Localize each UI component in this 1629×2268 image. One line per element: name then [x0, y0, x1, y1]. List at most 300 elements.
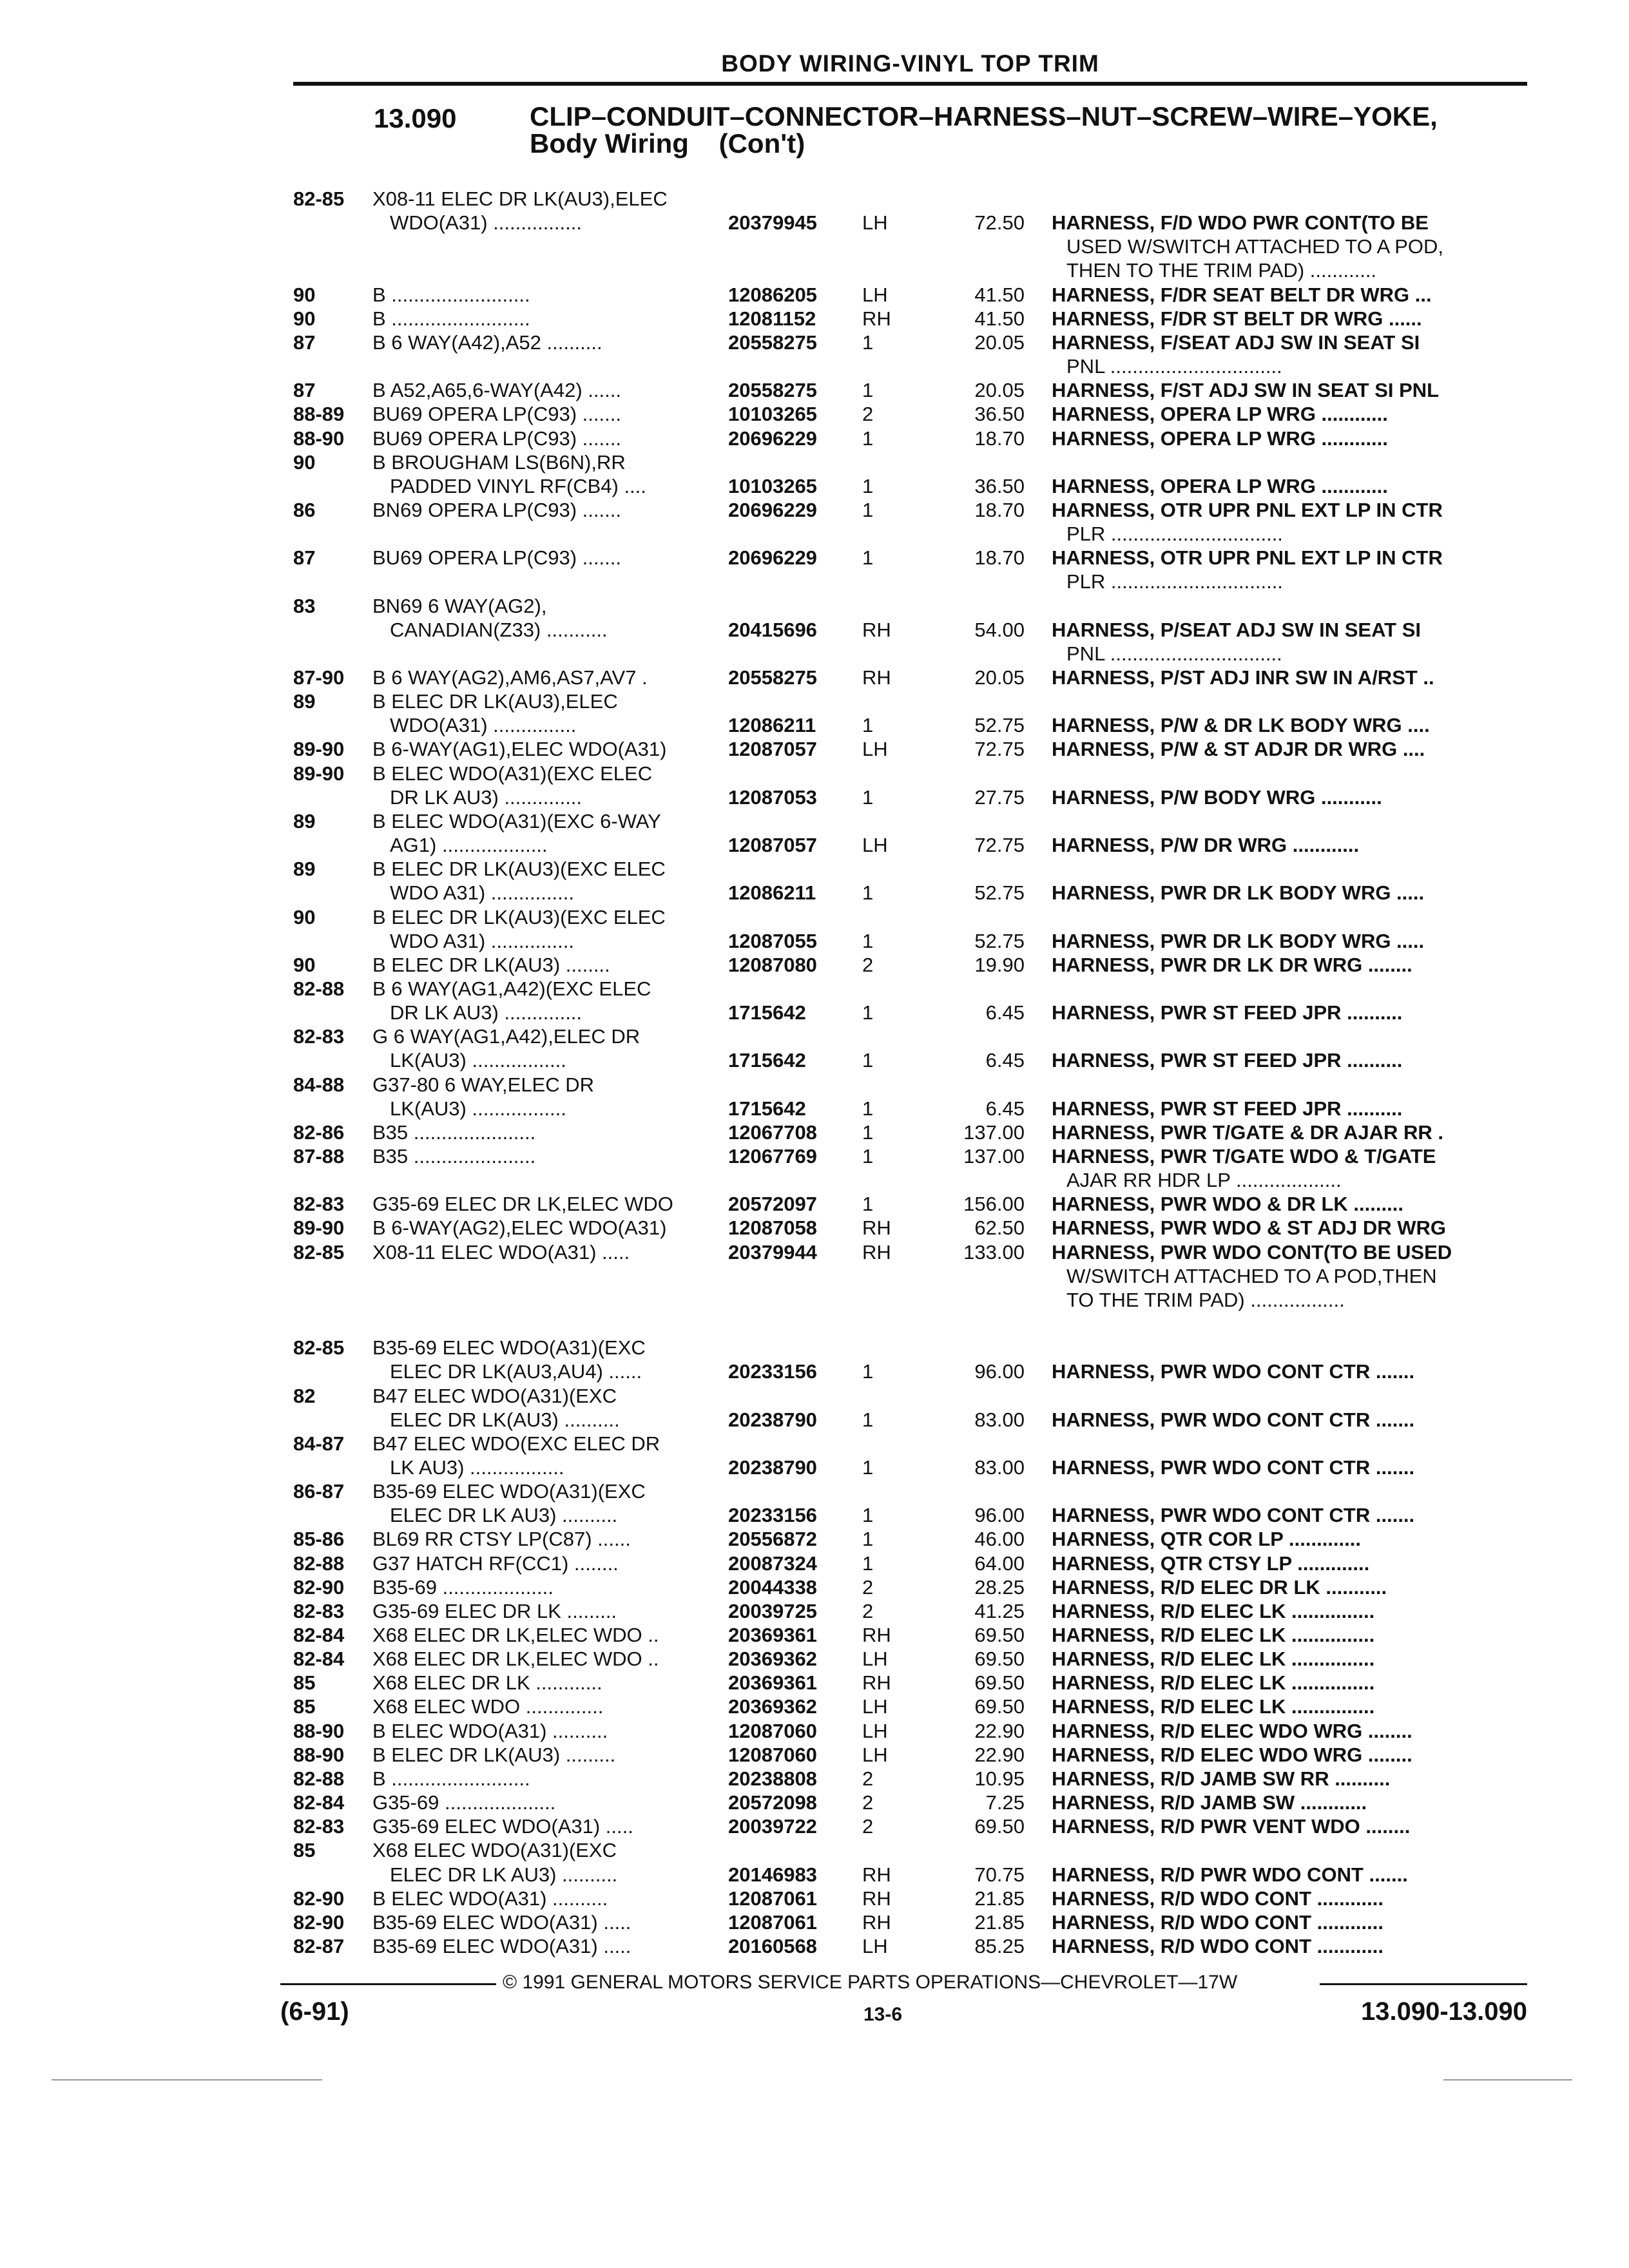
model-years: 88-90	[293, 427, 345, 450]
part-name: HARNESS, R/D ELEC WDO WRG ........	[1052, 1720, 1412, 1742]
price: 96.00	[974, 1504, 1025, 1526]
side-or-quantity: 1	[862, 1504, 874, 1526]
part-number: 20369362	[728, 1648, 817, 1670]
model-years: 90	[293, 906, 316, 928]
model-years: 82-87	[293, 1935, 345, 1957]
model-years: 82-84	[293, 1791, 345, 1814]
model-years: 82	[293, 1385, 316, 1407]
part-number: 20160568	[728, 1935, 817, 1957]
application-description: B 6 WAY(AG2),AM6,AS7,AV7 .	[372, 666, 648, 689]
part-number: 20233156	[728, 1504, 817, 1526]
side-or-quantity: 1	[862, 427, 874, 450]
application-description: B35 ......................	[372, 1121, 536, 1144]
part-name: HARNESS, R/D PWR VENT WDO ........	[1052, 1815, 1411, 1838]
price: 18.70	[974, 546, 1025, 569]
part-number: 12067769	[728, 1145, 817, 1168]
application-description: B35-69 ....................	[372, 1576, 554, 1599]
part-name: HARNESS, F/DR SEAT BELT DR WRG ...	[1052, 284, 1432, 306]
model-years: 87-88	[293, 1145, 345, 1168]
price: 21.85	[974, 1911, 1025, 1934]
part-number: 12087060	[728, 1720, 817, 1742]
part-name: HARNESS, QTR CTSY LP .............	[1052, 1552, 1370, 1575]
side-or-quantity: LH	[862, 211, 888, 234]
price: 83.00	[974, 1408, 1025, 1431]
part-name: PLR ...............................	[1066, 570, 1283, 593]
table-row	[0, 378, 1629, 402]
price: 6.45	[985, 1001, 1025, 1024]
application-description: PADDED VINYL RF(CB4) ....	[390, 475, 646, 497]
price: 27.75	[974, 786, 1025, 809]
part-name: PLR ...............................	[1066, 523, 1283, 545]
model-years: 89	[293, 810, 316, 832]
part-name: HARNESS, OPERA LP WRG ............	[1052, 403, 1388, 425]
price: 69.50	[974, 1624, 1025, 1646]
model-years: 87	[293, 546, 316, 569]
table-row	[0, 1192, 1629, 1216]
side-or-quantity: 1	[862, 499, 874, 521]
table-row	[0, 235, 1629, 258]
side-or-quantity: LH	[862, 284, 888, 306]
part-name: HARNESS, QTR COR LP .............	[1052, 1528, 1361, 1550]
application-description: G35-69 ....................	[372, 1791, 556, 1814]
part-name: HARNESS, R/D JAMB SW RR ..........	[1052, 1767, 1391, 1790]
application-description: G 6 WAY(AG1,A42),ELEC DR	[372, 1025, 641, 1048]
model-years: 82-83	[293, 1815, 345, 1838]
table-row	[0, 1695, 1629, 1718]
table-row	[0, 570, 1629, 593]
price: 28.25	[974, 1576, 1025, 1599]
application-description: B ELEC DR LK(AU3)(EXC ELEC	[372, 906, 666, 928]
part-number: 10103265	[728, 475, 817, 497]
application-description: X68 ELEC DR LK ............	[372, 1671, 602, 1694]
price: 156.00	[963, 1193, 1025, 1215]
side-or-quantity: 1	[862, 1097, 874, 1120]
side-or-quantity: 1	[862, 1121, 874, 1144]
model-years: 82-83	[293, 1600, 345, 1622]
table-row	[0, 1887, 1629, 1910]
application-description: B ELEC DR LK(AU3),ELEC	[372, 690, 618, 713]
part-number: 20572098	[728, 1791, 817, 1814]
part-name: HARNESS, P/W BODY WRG ...........	[1052, 786, 1382, 809]
table-row	[0, 689, 1629, 713]
part-name: HARNESS, PWR WDO CONT(TO BE USED	[1052, 1241, 1452, 1264]
price: 69.50	[974, 1648, 1025, 1670]
application-description: DR LK AU3) ..............	[390, 786, 583, 809]
application-description: DR LK AU3) ..............	[390, 1001, 583, 1024]
application-description: WDO(A31) ...............	[390, 714, 577, 736]
footer-page-number: 13-6	[863, 2004, 903, 2025]
application-description: ELEC DR LK AU3) ..........	[390, 1504, 618, 1526]
part-number: 12087053	[728, 786, 817, 809]
side-or-quantity: LH	[862, 1935, 888, 1957]
part-number: 20233156	[728, 1360, 817, 1383]
application-description: B .........................	[372, 284, 530, 306]
part-number: 20039725	[728, 1600, 817, 1622]
side-or-quantity: RH	[862, 666, 891, 689]
part-name: HARNESS, PWR T/GATE WDO & T/GATE	[1052, 1145, 1436, 1168]
application-description: BU69 OPERA LP(C93) .......	[372, 546, 621, 569]
model-years: 88-90	[293, 1744, 345, 1766]
model-years: 89-90	[293, 738, 345, 760]
side-or-quantity: RH	[862, 1887, 891, 1910]
part-number: 20696229	[728, 427, 817, 450]
side-or-quantity: 2	[862, 403, 874, 425]
application-description: B 6 WAY(AG1,A42)(EXC ELEC	[372, 977, 651, 1000]
table-row	[0, 522, 1629, 546]
application-description: WDO(A31) ................	[390, 211, 582, 234]
table-row	[0, 618, 1629, 642]
side-or-quantity: RH	[862, 307, 891, 330]
table-row	[0, 1336, 1629, 1360]
price: 96.00	[974, 1360, 1025, 1383]
table-row	[0, 1073, 1629, 1097]
side-or-quantity: 1	[862, 1528, 874, 1550]
table-row	[0, 1552, 1629, 1575]
table-row	[0, 1791, 1629, 1814]
model-years: 82-84	[293, 1624, 345, 1646]
model-years: 90	[293, 451, 316, 474]
side-or-quantity: 1	[862, 1001, 874, 1024]
part-number: 20556872	[728, 1528, 817, 1550]
application-description: LK(AU3) .................	[390, 1049, 566, 1072]
table-row	[0, 929, 1629, 953]
model-years: 90	[293, 954, 316, 976]
application-description: B35-69 ELEC WDO(A31) .....	[372, 1935, 631, 1957]
price: 36.50	[974, 403, 1025, 425]
table-row	[0, 1024, 1629, 1048]
part-number: 12086211	[728, 881, 816, 904]
part-name: HARNESS, PWR WDO CONT CTR .......	[1052, 1456, 1415, 1479]
model-years: 87-90	[293, 666, 345, 689]
part-number: 12087060	[728, 1744, 817, 1766]
model-years: 82-88	[293, 977, 345, 1000]
part-name: W/SWITCH ATTACHED TO A POD,THEN	[1066, 1265, 1437, 1287]
part-number: 10103265	[728, 403, 817, 425]
table-row	[0, 1456, 1629, 1479]
footer-copyright: © 1991 GENERAL MOTORS SERVICE PARTS OPERATIONS—CHEVROLET—17W	[503, 1972, 1238, 1993]
part-name: THEN TO THE TRIM PAD) ............	[1066, 259, 1377, 282]
scan-artifact	[1443, 2079, 1572, 2081]
side-or-quantity: LH	[862, 1695, 888, 1718]
side-or-quantity: RH	[862, 1911, 891, 1934]
side-or-quantity: LH	[862, 1744, 888, 1766]
application-description: B35-69 ELEC WDO(A31) .....	[372, 1911, 631, 1934]
price: 72.75	[974, 738, 1025, 760]
table-row	[0, 1623, 1629, 1647]
side-or-quantity: 1	[862, 475, 874, 497]
table-row	[0, 762, 1629, 785]
part-name: HARNESS, R/D ELEC LK ...............	[1052, 1695, 1375, 1718]
application-description: WDO A31) ...............	[390, 930, 574, 952]
application-description: ELEC DR LK(AU3) ..........	[390, 1408, 620, 1431]
part-number: 20369361	[728, 1624, 817, 1646]
part-number: 12081152	[728, 307, 816, 330]
part-number: 20146983	[728, 1863, 817, 1886]
part-number: 20415696	[728, 619, 817, 641]
price: 41.50	[974, 284, 1025, 306]
part-number: 12086211	[728, 714, 816, 736]
price: 137.00	[963, 1121, 1025, 1144]
table-row	[0, 1216, 1629, 1240]
price: 20.05	[974, 379, 1025, 401]
application-description: G35-69 ELEC WDO(A31) .....	[372, 1815, 633, 1838]
part-name: HARNESS, R/D ELEC LK ...............	[1052, 1600, 1375, 1622]
table-row	[0, 1719, 1629, 1743]
footer-date-code: (6-91)	[280, 1997, 349, 2026]
part-number: 12087061	[728, 1911, 817, 1934]
side-or-quantity: 1	[862, 881, 874, 904]
application-description: LK AU3) .................	[390, 1456, 564, 1479]
table-row	[0, 1814, 1629, 1838]
price: 6.45	[985, 1097, 1025, 1120]
model-years: 88-90	[293, 1720, 345, 1742]
table-row	[0, 1001, 1629, 1024]
part-name: HARNESS, F/ST ADJ SW IN SEAT SI PNL	[1052, 379, 1440, 401]
table-row	[0, 1120, 1629, 1144]
application-description: BU69 OPERA LP(C93) .......	[372, 427, 621, 450]
table-row	[0, 354, 1629, 378]
model-years: 82-88	[293, 1767, 345, 1790]
table-row	[0, 905, 1629, 929]
price: 41.25	[974, 1600, 1025, 1622]
application-description: G37-80 6 WAY,ELEC DR	[372, 1073, 595, 1096]
part-number: 20696229	[728, 499, 817, 521]
part-number: 20039722	[728, 1815, 817, 1838]
side-or-quantity: RH	[862, 1863, 891, 1886]
part-name: HARNESS, P/SEAT ADJ SW IN SEAT SI	[1052, 619, 1422, 641]
price: 69.50	[974, 1815, 1025, 1838]
application-description: G37 HATCH RF(CC1) ........	[372, 1552, 619, 1575]
price: 62.50	[974, 1216, 1025, 1239]
table-row	[0, 1767, 1629, 1791]
price: 18.70	[974, 427, 1025, 450]
side-or-quantity: 2	[862, 1576, 874, 1599]
table-row	[0, 977, 1629, 1001]
application-description: B .........................	[372, 1767, 530, 1790]
application-description: X08-11 ELEC DR LK(AU3),ELEC	[372, 187, 668, 210]
part-name: HARNESS, OTR UPR PNL EXT LP IN CTR	[1052, 499, 1443, 521]
model-years: 88-89	[293, 403, 345, 425]
application-description: WDO A31) ...............	[390, 881, 574, 904]
application-description: BN69 OPERA LP(C93) .......	[372, 499, 621, 521]
application-description: G35-69 ELEC DR LK,ELEC WDO	[372, 1193, 673, 1215]
part-name: HARNESS, P/ST ADJ INR SW IN A/RST ..	[1052, 666, 1434, 689]
application-description: B ELEC DR LK(AU3)(EXC ELEC	[372, 858, 666, 880]
table-row	[0, 1264, 1629, 1288]
side-or-quantity: 1	[862, 1049, 874, 1072]
model-years: 82-85	[293, 187, 345, 210]
application-description: B35 ......................	[372, 1145, 536, 1168]
application-description: X68 ELEC WDO ..............	[372, 1695, 604, 1718]
table-row	[0, 737, 1629, 761]
model-years: 85	[293, 1695, 316, 1718]
table-row	[0, 713, 1629, 737]
part-number: 20379945	[728, 211, 817, 234]
side-or-quantity: LH	[862, 1720, 888, 1742]
model-years: 89-90	[293, 762, 345, 785]
model-years: 86	[293, 499, 316, 521]
table-row	[0, 1479, 1629, 1503]
model-years: 82-85	[293, 1336, 345, 1359]
price: 52.75	[974, 714, 1025, 736]
model-years: 82-88	[293, 1552, 345, 1575]
price: 21.85	[974, 1887, 1025, 1910]
application-description: B 6 WAY(A42),A52 ..........	[372, 331, 602, 354]
price: 83.00	[974, 1456, 1025, 1479]
table-row	[0, 1910, 1629, 1934]
part-name: HARNESS, PWR WDO CONT CTR .......	[1052, 1504, 1415, 1526]
part-name: HARNESS, R/D JAMB SW ............	[1052, 1791, 1367, 1814]
table-row	[0, 1360, 1629, 1383]
model-years: 90	[293, 284, 316, 306]
price: 22.90	[974, 1744, 1025, 1766]
part-name: AJAR RR HDR LP ...................	[1066, 1169, 1342, 1191]
table-row	[0, 594, 1629, 618]
table-row	[0, 187, 1629, 211]
part-number: 12087057	[728, 738, 817, 760]
footer-rule-right	[1320, 1983, 1527, 1985]
table-row	[0, 666, 1629, 689]
application-description: X08-11 ELEC WDO(A31) .....	[372, 1241, 630, 1264]
table-row	[0, 1312, 1629, 1336]
side-or-quantity: 1	[862, 714, 874, 736]
scan-artifact	[52, 2079, 322, 2081]
model-years: 90	[293, 307, 316, 330]
table-row	[0, 642, 1629, 666]
table-row	[0, 1599, 1629, 1623]
table-row	[0, 427, 1629, 450]
application-description: B47 ELEC WDO(A31)(EXC	[372, 1385, 617, 1407]
table-row	[0, 785, 1629, 809]
price: 64.00	[974, 1552, 1025, 1575]
model-years: 89-90	[293, 1216, 345, 1239]
application-description: B ELEC WDO(A31)(EXC ELEC	[372, 762, 653, 785]
application-description: B ELEC WDO(A31) ..........	[372, 1887, 608, 1910]
side-or-quantity: 1	[862, 930, 874, 952]
table-row	[0, 881, 1629, 905]
part-name: TO THE TRIM PAD) .................	[1066, 1289, 1345, 1311]
side-or-quantity: 1	[862, 1456, 874, 1479]
application-description: LK(AU3) .................	[390, 1097, 566, 1120]
side-or-quantity: LH	[862, 834, 888, 856]
application-description: B ELEC DR LK(AU3) ........	[372, 954, 610, 976]
table-row	[0, 1097, 1629, 1120]
application-description: B35-69 ELEC WDO(A31)(EXC	[372, 1480, 646, 1503]
section-title-line1: CLIP–CONDUIT–CONNECTOR–HARNESS–NUT–SCREW–WIRE–YOKE,	[530, 101, 1438, 131]
footer-rule-left	[280, 1983, 496, 1985]
side-or-quantity: 1	[862, 786, 874, 809]
table-row	[0, 809, 1629, 833]
price: 54.00	[974, 619, 1025, 641]
application-description: ELEC DR LK AU3) ..........	[390, 1863, 618, 1886]
price: 41.50	[974, 307, 1025, 330]
table-row	[0, 1527, 1629, 1551]
side-or-quantity: 1	[862, 1408, 874, 1431]
table-row	[0, 546, 1629, 570]
application-description: B A52,A65,6-WAY(A42) ......	[372, 379, 621, 401]
table-row	[0, 1048, 1629, 1072]
table-row	[0, 402, 1629, 426]
application-description: B ELEC WDO(A31)(EXC 6-WAY	[372, 810, 661, 832]
price: 52.75	[974, 930, 1025, 952]
part-number: 20572097	[728, 1193, 817, 1215]
price: 69.50	[974, 1695, 1025, 1718]
part-name: HARNESS, PWR ST FEED JPR ..........	[1052, 1001, 1403, 1024]
table-row	[0, 307, 1629, 331]
price: 133.00	[963, 1241, 1025, 1264]
part-name: HARNESS, OTR UPR PNL EXT LP IN CTR	[1052, 546, 1443, 569]
part-name: HARNESS, R/D ELEC LK ...............	[1052, 1671, 1375, 1694]
model-years: 82-83	[293, 1193, 345, 1215]
part-name: HARNESS, R/D WDO CONT ............	[1052, 1935, 1383, 1957]
price: 6.45	[985, 1049, 1025, 1072]
part-name: HARNESS, F/DR ST BELT DR WRG ......	[1052, 307, 1422, 330]
part-number: 12067708	[728, 1121, 817, 1144]
table-row	[0, 450, 1629, 474]
section-title-line2: Body Wiring (Con't)	[530, 128, 805, 159]
part-name: HARNESS, OPERA LP WRG ............	[1052, 427, 1388, 450]
application-description: B 6-WAY(AG1),ELEC WDO(A31)	[372, 738, 667, 760]
part-number: 20369362	[728, 1695, 817, 1718]
table-row	[0, 1863, 1629, 1887]
application-description: AG1) ...................	[390, 834, 548, 856]
part-name: HARNESS, PWR WDO CONT CTR .......	[1052, 1408, 1415, 1431]
price: 18.70	[974, 499, 1025, 521]
part-number: 20379944	[728, 1241, 817, 1264]
side-or-quantity: 2	[862, 1767, 874, 1790]
price: 137.00	[963, 1145, 1025, 1168]
part-name: HARNESS, R/D ELEC LK ...............	[1052, 1648, 1375, 1670]
application-description: BN69 6 WAY(AG2),	[372, 595, 547, 617]
application-description: ELEC DR LK(AU3,AU4) ......	[390, 1360, 642, 1383]
price: 7.25	[985, 1791, 1025, 1814]
side-or-quantity: 1	[862, 1552, 874, 1575]
part-number: 12087080	[728, 954, 817, 976]
part-name: USED W/SWITCH ATTACHED TO A POD,	[1066, 235, 1444, 258]
side-or-quantity: 2	[862, 954, 874, 976]
model-years: 82-84	[293, 1648, 345, 1670]
part-name: HARNESS, PWR DR LK BODY WRG .....	[1052, 930, 1425, 952]
part-name: HARNESS, F/D WDO PWR CONT(TO BE	[1052, 211, 1429, 234]
part-name: HARNESS, PWR ST FEED JPR ..........	[1052, 1097, 1403, 1120]
price: 22.90	[974, 1720, 1025, 1742]
part-number: 20238808	[728, 1767, 817, 1790]
side-or-quantity: 1	[862, 1360, 874, 1383]
model-years: 84-87	[293, 1432, 345, 1455]
table-row	[0, 1144, 1629, 1168]
application-description: X68 ELEC WDO(A31)(EXC	[372, 1839, 617, 1861]
price: 20.05	[974, 331, 1025, 354]
part-number: 12087061	[728, 1887, 817, 1910]
side-or-quantity: 1	[862, 379, 874, 401]
part-name: HARNESS, OPERA LP WRG ............	[1052, 475, 1388, 497]
price: 20.05	[974, 666, 1025, 689]
table-row	[0, 953, 1629, 977]
side-or-quantity: RH	[862, 1241, 891, 1264]
side-or-quantity: 1	[862, 546, 874, 569]
table-row	[0, 1384, 1629, 1408]
side-or-quantity: RH	[862, 1671, 891, 1694]
side-or-quantity: 1	[862, 331, 874, 354]
table-row	[0, 1503, 1629, 1527]
model-years: 82-86	[293, 1121, 345, 1144]
part-name: PNL ...............................	[1066, 642, 1282, 665]
part-name: HARNESS, PWR T/GATE & DR AJAR RR .	[1052, 1121, 1443, 1144]
table-row	[0, 1647, 1629, 1671]
price: 10.95	[974, 1767, 1025, 1790]
part-name: HARNESS, R/D ELEC DR LK ...........	[1052, 1576, 1387, 1599]
part-name: HARNESS, R/D ELEC LK ...............	[1052, 1624, 1375, 1646]
